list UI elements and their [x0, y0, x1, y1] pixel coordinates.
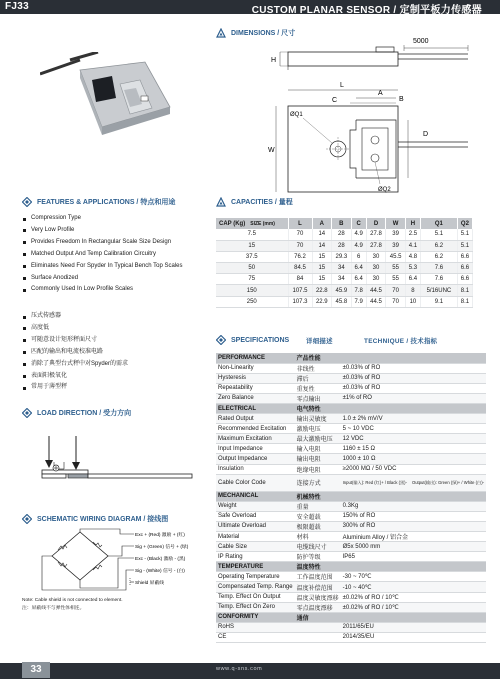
list-item: Matched Output And Temp Calibration Circuitry — [22, 249, 183, 261]
table-row — [216, 251, 473, 262]
spec-name-cn: 温度特性 — [295, 562, 341, 572]
table-header-cell: Q1 — [420, 218, 457, 229]
spec-value: ±1% of RO — [341, 393, 486, 403]
spec-row — [216, 582, 486, 592]
spec-name-en: Operating Temperature — [216, 572, 295, 582]
spec-name-cn: 零点温度漂移 — [295, 602, 341, 612]
size-cell: 14 — [312, 229, 332, 240]
size-cell: 6.4 — [351, 274, 366, 285]
wire-label-sig-plus: Sig + (Green) 信号 + (绿) — [135, 545, 189, 550]
specifications-table — [216, 353, 486, 643]
list-item: Provides Freedom In Rectangular Scale Size Design — [22, 237, 183, 249]
size-cell: 28 — [332, 229, 352, 240]
size-cell: 7.9 — [351, 296, 366, 307]
cable-color-output: Output(输出): Green (绿)+ / White (白)- — [411, 480, 484, 486]
list-item: 高度低 — [22, 323, 128, 335]
size-cell: 7.6 — [420, 263, 457, 274]
size-cell: 5/16UNC — [420, 285, 457, 296]
size-cell: 70 — [288, 229, 312, 240]
size-cell: 29.3 — [332, 251, 352, 262]
size-cell: 30 — [366, 274, 386, 285]
wire-label-sig-minus: Sig - (White) 信号 - (白) — [135, 569, 185, 574]
model-code: FJ33 — [5, 1, 29, 12]
spec-value: 300% of RO — [341, 521, 486, 531]
list-item: 表面阳极氧化 — [22, 371, 128, 383]
spec-name-en: Repeatability — [216, 383, 295, 393]
size-cell: 27.8 — [366, 229, 386, 240]
size-cell: 39 — [386, 229, 406, 240]
spec-name-cn: 输出灵敏度 — [295, 414, 341, 424]
size-cell: 4.1 — [405, 240, 420, 251]
website-link[interactable]: www.q-sns.com — [216, 666, 263, 672]
spec-name-cn: 滞后 — [295, 373, 341, 383]
spec-group-header — [216, 353, 486, 363]
size-cell: 15 — [312, 274, 332, 285]
spec-row — [216, 542, 486, 552]
spec-name-en: CONFORMITY — [216, 612, 295, 622]
size-cell: 55 — [386, 263, 406, 274]
spec-name-cn: 机械特性 — [295, 491, 341, 501]
size-cell: 8 — [405, 285, 420, 296]
spec-name-en: Safe Overload — [216, 511, 295, 521]
size-cell: 4.9 — [351, 229, 366, 240]
spec-name-en: Maximum Excitation — [216, 434, 295, 444]
size-cell: 5.3 — [405, 263, 420, 274]
list-item: 可随意设计矩形秤面尺寸 — [22, 335, 128, 347]
size-cell: 45.8 — [332, 296, 352, 307]
size-cell: 30 — [366, 251, 386, 262]
table-header-cell: C — [351, 218, 366, 229]
spec-row — [216, 424, 486, 434]
diamond-icon — [22, 197, 32, 207]
spec-name-cn — [295, 632, 341, 642]
diamond-icon — [22, 514, 32, 524]
size-cell: 45.9 — [332, 285, 352, 296]
dim-h-label: H — [271, 57, 277, 64]
spec-name-en: Non-Linearity — [216, 363, 295, 373]
spec-name-en: CE — [216, 632, 295, 642]
size-cell: 34 — [332, 263, 352, 274]
size-cell: 7.8 — [351, 285, 366, 296]
table-header-cell: L — [288, 218, 312, 229]
triangle-ruler-icon — [216, 197, 226, 207]
dim-d-label: D — [423, 131, 429, 138]
size-cell: 44.5 — [366, 285, 386, 296]
spec-row — [216, 393, 486, 403]
size-cell: 8.1 — [457, 296, 472, 307]
size-cell: 15 — [312, 263, 332, 274]
dim-c-label: C — [332, 97, 338, 104]
table-header-cell: B — [332, 218, 352, 229]
spec-value: 5 ~ 10 VDC — [341, 424, 486, 434]
spec-name-cn: 产品性能 — [295, 353, 341, 363]
size-cell: 6.6 — [457, 263, 472, 274]
spec-name-en: Output Impedance — [216, 454, 295, 464]
size-cell: 5.1 — [457, 229, 472, 240]
spec-value: 1000 ± 10 Ω — [341, 454, 486, 464]
spec-value: 1160 ± 15 Ω — [341, 444, 486, 454]
spec-row — [216, 501, 486, 511]
spec-value: ±0.03% of RO — [341, 373, 486, 383]
spec-name-cn: 温度灵敏度漂移 — [295, 592, 341, 602]
size-cell: 22.8 — [312, 285, 332, 296]
table-row — [216, 229, 473, 240]
spec-name-en: PERFORMANCE — [216, 353, 295, 363]
wiring-note-en: Note: Cable shield is not connected to element. — [22, 598, 123, 603]
size-cell: 6 — [351, 251, 366, 262]
spec-name-en: Rated Output — [216, 414, 295, 424]
spec-row — [216, 373, 486, 383]
spec-name-en: Material — [216, 532, 295, 542]
spec-row — [216, 552, 486, 562]
capacity-cell: 250 — [216, 296, 288, 307]
spec-row — [216, 363, 486, 373]
capacity-cell: 75 — [216, 274, 288, 285]
spec-row — [216, 602, 486, 612]
size-cell: 39 — [386, 240, 406, 251]
load-direction-section-title: LOAD DIRECTION / 受力方向 — [22, 408, 131, 418]
page-number: 33 — [22, 662, 50, 678]
spec-value — [341, 612, 486, 622]
diamond-icon — [216, 335, 226, 345]
spec-value: Ø5x 5000 mm — [341, 542, 486, 552]
size-cell: 27.8 — [366, 240, 386, 251]
table-header-row — [216, 218, 473, 229]
list-item: Surface Anodized — [22, 273, 183, 285]
technique-title: TECHNIQUE / 技术指标 — [364, 338, 438, 345]
features-list-cn — [22, 311, 128, 394]
spec-row — [216, 434, 486, 444]
spec-name-cn: 通信 — [295, 612, 341, 622]
wiring-note-cn: 注：屏蔽线不与弹性体相连。 — [22, 606, 85, 611]
page-title: CUSTOM PLANAR SENSOR / 定制平板力传感器 — [251, 5, 482, 16]
dim-w-label: W — [268, 147, 275, 154]
spec-name-en: Compensated Temp. Range — [216, 582, 295, 592]
size-cell: 14 — [312, 240, 332, 251]
spec-row — [216, 383, 486, 393]
spec-name-cn: 重复性 — [295, 383, 341, 393]
spec-value: 12 VDC — [341, 434, 486, 444]
dim-a-label: A — [378, 90, 383, 97]
spec-name-cn: 非线性 — [295, 363, 341, 373]
size-cell: 70 — [288, 240, 312, 251]
dimensions-drawing — [228, 28, 478, 198]
table-row — [216, 263, 473, 274]
size-cell: 4.8 — [405, 251, 420, 262]
spec-value: -10 ~ 40℃ — [341, 582, 486, 592]
spec-value: 2011/65/EU — [341, 622, 486, 632]
size-cell: 107.3 — [288, 296, 312, 307]
size-cell: 107.5 — [288, 285, 312, 296]
spec-name-cn: 防护等级 — [295, 552, 341, 562]
dim-b-label: B — [399, 96, 404, 103]
product-photo — [40, 52, 175, 147]
spec-row — [216, 622, 486, 632]
size-cell: 28 — [332, 240, 352, 251]
table-header-cell: H — [405, 218, 420, 229]
size-cell: 6.4 — [405, 274, 420, 285]
cable-color-code — [343, 480, 484, 485]
size-cell: 6.4 — [351, 263, 366, 274]
size-cell: 10 — [405, 296, 420, 307]
table-row — [216, 274, 473, 285]
spec-name-en: TEMPERATURE — [216, 562, 295, 572]
wiring-note — [22, 597, 123, 613]
spec-value: 0.3Kg — [341, 501, 486, 511]
spec-name-en: Temp. Effect On Output — [216, 592, 295, 602]
capacity-cell: 15 — [216, 240, 288, 251]
spec-name-en: IP Rating — [216, 552, 295, 562]
size-cell: 2.5 — [405, 229, 420, 240]
features-list-en — [22, 213, 183, 296]
spec-name-en: Ultimate Overload — [216, 521, 295, 531]
capacity-cell: 50 — [216, 263, 288, 274]
spec-value: ≥2000 MΩ / 50 VDC — [341, 464, 486, 474]
size-cell: 84.5 — [288, 263, 312, 274]
list-item: Compression Type — [22, 213, 183, 225]
spec-row — [216, 592, 486, 602]
wire-label-shield: Shield 屏蔽线 — [135, 581, 165, 586]
size-cell: 70 — [386, 296, 406, 307]
size-cell: 5.1 — [420, 229, 457, 240]
spec-row — [216, 521, 486, 531]
spec-value — [341, 491, 486, 501]
size-cell: 4.9 — [351, 240, 366, 251]
specifications-section-title: SPECIFICATIONS — [216, 335, 289, 345]
spec-value: ±0.03% of RO — [341, 363, 486, 373]
spec-name-cn: 输出电阻 — [295, 454, 341, 464]
capacities-table — [216, 218, 473, 308]
spec-name-cn: 极限超载 — [295, 521, 341, 531]
spec-name-cn: 电缆线尺寸 — [295, 542, 341, 552]
spec-name-en: Zero Balance — [216, 393, 295, 403]
size-cell: 22.9 — [312, 296, 332, 307]
page-header — [0, 0, 500, 14]
size-cell: 34 — [332, 274, 352, 285]
spec-name-cn: 绝缘电阻 — [295, 464, 341, 474]
size-cell: 6.6 — [457, 274, 472, 285]
cable-color-input: Input(输入): Red (红)+ / Black (黑)- — [342, 480, 407, 486]
spec-row — [216, 444, 486, 454]
spec-value: 150% of RO — [341, 511, 486, 521]
diamond-icon — [22, 408, 32, 418]
spec-value — [341, 403, 486, 413]
spec-name-cn: 安全超载 — [295, 511, 341, 521]
spec-name-en: Input Impedance — [216, 444, 295, 454]
spec-value: 2014/35/EU — [341, 632, 486, 642]
spec-group-header — [216, 612, 486, 622]
spec-value: ±0.02% of RO / 10℃ — [341, 592, 486, 602]
list-item: 常用于薄型秤 — [22, 382, 128, 394]
wiring-section-title: SCHEMATIC WIRING DIAGRAM / 接线图 — [22, 514, 168, 524]
list-item: Eliminates Need For Spyder In Typical Bench Top Scales — [22, 261, 183, 273]
table-header-cell: Q2 — [457, 218, 472, 229]
spec-name-en: Cable Color Code — [216, 474, 295, 491]
table-header-cell: CAP (Kg) SIZE (mm) — [216, 218, 288, 229]
table-header-cell: A — [312, 218, 332, 229]
spec-name-cn: 材料 — [295, 532, 341, 542]
spec-name-cn: 电气特性 — [295, 403, 341, 413]
wiring-diagram — [22, 528, 212, 592]
spec-name-en: RoHS — [216, 622, 295, 632]
spec-name-cn: 连接方式 — [295, 474, 341, 491]
spec-value: Aluminium Alloy / 铝合金 — [341, 532, 486, 542]
spec-value: ±0.03% of RO — [341, 383, 486, 393]
size-cell: 9.1 — [420, 296, 457, 307]
spec-name-cn: 最大激励电压 — [295, 434, 341, 444]
spec-value — [341, 562, 486, 572]
spec-row — [216, 572, 486, 582]
spec-row — [216, 464, 486, 474]
spec-value — [341, 474, 486, 491]
spec-value: ±0.02% of RO / 10℃ — [341, 602, 486, 612]
dim-l-label: L — [340, 82, 344, 89]
size-cell: 6.2 — [420, 240, 457, 251]
spec-value: -30 ~ 70℃ — [341, 572, 486, 582]
list-item: 匹配的输出和电流校准电路 — [22, 347, 128, 359]
spec-name-en: Insulation — [216, 464, 295, 474]
size-cell: 55 — [386, 274, 406, 285]
spec-group-header — [216, 491, 486, 501]
triangle-ruler-icon — [216, 28, 226, 38]
dim-q1-label: ØQ1 — [290, 112, 303, 118]
capacity-cell: 37.5 — [216, 251, 288, 262]
list-item: Commonly Used In Low Profile Scales — [22, 284, 183, 296]
table-row — [216, 285, 473, 296]
size-cell: 30 — [366, 263, 386, 274]
size-cell: 70 — [386, 285, 406, 296]
spec-name-en: MECHANICAL — [216, 491, 295, 501]
spec-row — [216, 532, 486, 542]
size-cell: 44.5 — [366, 296, 386, 307]
size-cell: 6.2 — [420, 251, 457, 262]
size-cell: 6.6 — [457, 251, 472, 262]
size-cell: 45.5 — [386, 251, 406, 262]
spec-name-en: Weight — [216, 501, 295, 511]
spec-name-cn: 输入电阻 — [295, 444, 341, 454]
table-row — [216, 240, 473, 251]
load-direction-diagram — [34, 436, 194, 486]
spec-row — [216, 454, 486, 464]
wire-label-exc-plus: Exc + (Red) 激励 + (红) — [135, 533, 185, 538]
spec-value: IP65 — [341, 552, 486, 562]
spec-name-en: Recommended Excitation — [216, 424, 295, 434]
spec-row — [216, 414, 486, 424]
capacities-section-title: CAPACITIES / 量程 — [216, 197, 293, 207]
spec-row — [216, 511, 486, 521]
specifications-cn-title: 详细描述 — [306, 338, 333, 345]
spec-name-cn: 激励电压 — [295, 424, 341, 434]
spec-name-cn — [295, 622, 341, 632]
size-cell: 76.2 — [288, 251, 312, 262]
table-header-cell: D — [366, 218, 386, 229]
spec-group-header — [216, 403, 486, 413]
spec-row — [216, 632, 486, 642]
list-item: Very Low Profile — [22, 225, 183, 237]
size-cell: 15 — [312, 251, 332, 262]
dim-q2-label: ØQ2 — [378, 187, 391, 193]
size-cell: 7.6 — [420, 274, 457, 285]
spec-name-cn: 零点输出 — [295, 393, 341, 403]
size-cell: 8.1 — [457, 285, 472, 296]
spec-name-en: Hysteresis — [216, 373, 295, 383]
spec-name-cn: 工作温度范围 — [295, 572, 341, 582]
dimensions-section-title: DIMENSIONS / 尺寸 — [216, 28, 295, 38]
spec-value — [341, 353, 486, 363]
spec-name-cn: 温度补偿范围 — [295, 582, 341, 592]
features-section-title: FEATURES & APPLICATIONS / 特点和用途 — [22, 197, 175, 207]
spec-group-header — [216, 562, 486, 572]
list-item: 消除了典型台式秤中对Spyder的需求 — [22, 359, 128, 371]
capacity-cell: 7.5 — [216, 229, 288, 240]
cable-length-label: 5000 — [413, 38, 429, 45]
spec-name-en: Temp. Effect On Zero — [216, 602, 295, 612]
spec-name-en: Cable Size — [216, 542, 295, 552]
spec-name-cn: 重量 — [295, 501, 341, 511]
size-cell: 84 — [288, 274, 312, 285]
table-header-cell: W — [386, 218, 406, 229]
size-cell: 5.1 — [457, 240, 472, 251]
list-item: 压式传感器 — [22, 311, 128, 323]
spec-row — [216, 474, 486, 491]
spec-value: 1.0 ± 2% mV/V — [341, 414, 486, 424]
wire-label-exc-minus: Exc - (Black) 激励 - (黑) — [135, 557, 186, 562]
capacity-cell: 150 — [216, 285, 288, 296]
spec-name-en: ELECTRICAL — [216, 403, 295, 413]
table-row — [216, 296, 473, 307]
